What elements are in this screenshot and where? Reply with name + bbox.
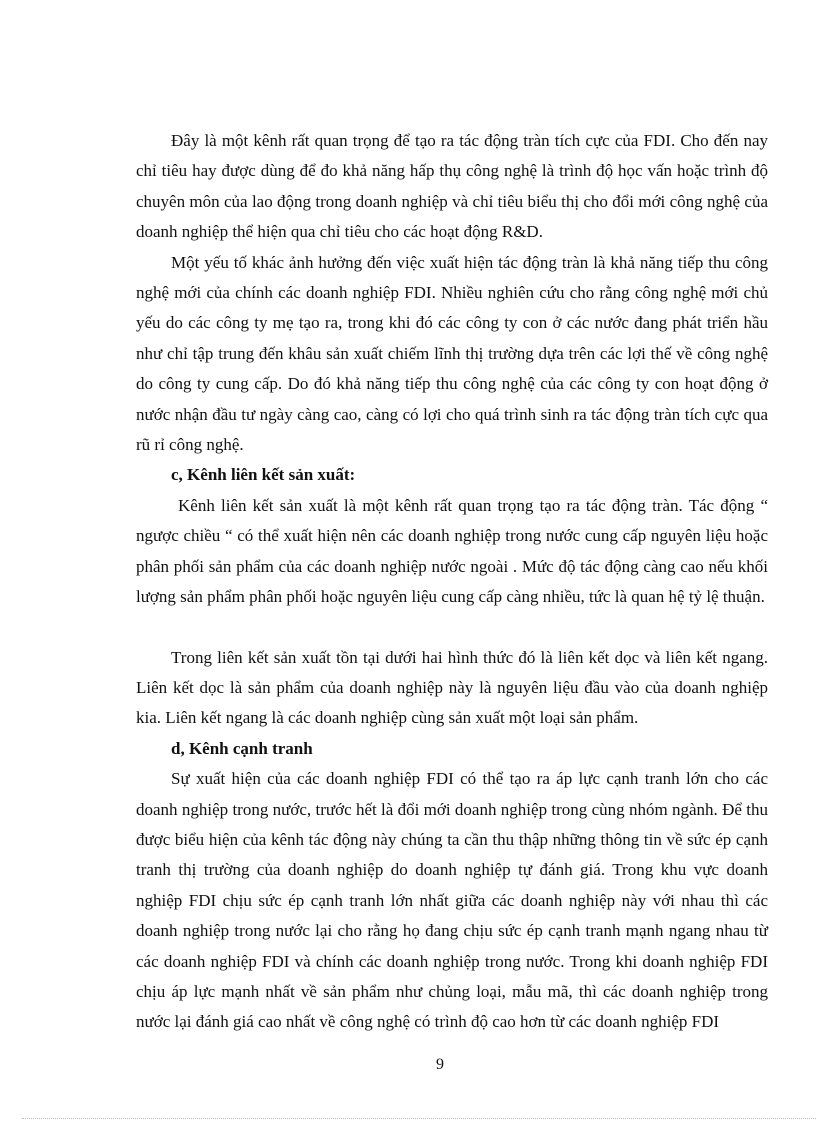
paragraph-production-linkage: Kênh liên kết sản xuất là một kênh rất quan trọng tạo ra tác động tràn. Tác động “ ngược chiều “ có thể xuất hiện nên các doanh nghiệp trong nước cung cấp nguyên liệu hoặc phân phối sản phẩm của các doanh nghiệp nước ngoài . Mức độ tác động càng cao nếu khối lượng sản phẩm phân phối hoặc nguyên liệu cung cấp càng nhiều, tức là quan hệ tỷ lệ thuận. (136, 495, 768, 607)
paragraph-absorption-channel: Đây là một kênh rất quan trọng để tạo ra tác động tràn tích cực của FDI. Cho đến nay chỉ tiêu hay được dùng để đo khả năng hấp thụ công nghệ là trình độ học vấn hoặc trình độ chuyên môn của lao động trong doanh nghiệp và chỉ tiêu biểu thị cho đổi mới công nghệ của doanh nghiệp thể hiện qua chỉ tiêu cho các hoạt động R&D. (136, 131, 768, 242)
paragraph-competition-channel: Sự xuất hiện của các doanh nghiệp FDI có thể tạo ra áp lực cạnh tranh lớn cho các doanh nghiệp trong nước, trước hết là đổi mới doanh nghiệp trong cùng nhóm ngành. Để thu được biểu hiện của kênh tác động này chúng ta cần thu thập những thông tin về sức ép cạnh tranh thị trường của doanh nghiệp do doanh nghiệp tự đánh giá. Trong khu vực doanh nghiệp FDI chịu sức ép cạnh tranh lớn nhất giữa các doanh nghiệp này với nhau thì các doanh nghiệp trong nước lại cho rằng họ đang chịu sức ép cạnh tranh mạnh ngang nhau từ các doanh nghiệp FDI và chính các doanh nghiệp trong nước. Trong khi doanh nghiệp FDI chịu áp lực mạnh nhất về sản phẩm như chủng loại, mẫu mã, thì các doanh nghiệp trong nước lại đánh giá cao nhất về công nghệ có trình độ cao hơn từ các doanh nghiệp FDI (136, 769, 768, 1032)
heading-competition-channel: d, Kênh cạnh tranh (171, 738, 313, 758)
paragraph-spacer (136, 613, 768, 643)
page-number: 9 (436, 1056, 444, 1073)
paragraph-fdi-technology: Một yếu tố khác ảnh hưởng đến việc xuất hiện tác động tràn là khả năng tiếp thu công nghệ mới của chính các doanh nghiệp FDI. Nhiều nghiên cứu cho rằng công nghệ mới chủ yếu do các công ty mẹ tạo ra, trong khi đó các công ty con ở các nước đang phát triển hầu như chỉ tập trung đến khâu sản xuất chiếm lĩnh thị trường dựa trên các lợi thế về công nghệ do công ty cung cấp. Do đó khả năng tiếp thu công nghệ của các công ty con hoạt động ở nước nhận đầu tư ngày càng cao, càng có lợi cho quá trình sinh ra tác động tràn tích cực qua rũ rỉ công nghệ. (136, 252, 768, 455)
heading-production-linkage: c, Kênh liên kết sản xuất: (171, 465, 356, 485)
page-bottom-divider (22, 1118, 816, 1119)
paragraph-vertical-horizontal-linkage: Trong liên kết sản xuất tồn tại dưới hai hình thức đó là liên kết dọc và liên kết ngang. Liên kết dọc là sản phẩm của doanh nghiệp này là nguyên liệu đầu vào của doanh nghiệp kia. Liên kết ngang là các doanh nghiệp cùng sản xuất một loại sản phẩm. (136, 647, 768, 728)
body-text (136, 126, 768, 1038)
